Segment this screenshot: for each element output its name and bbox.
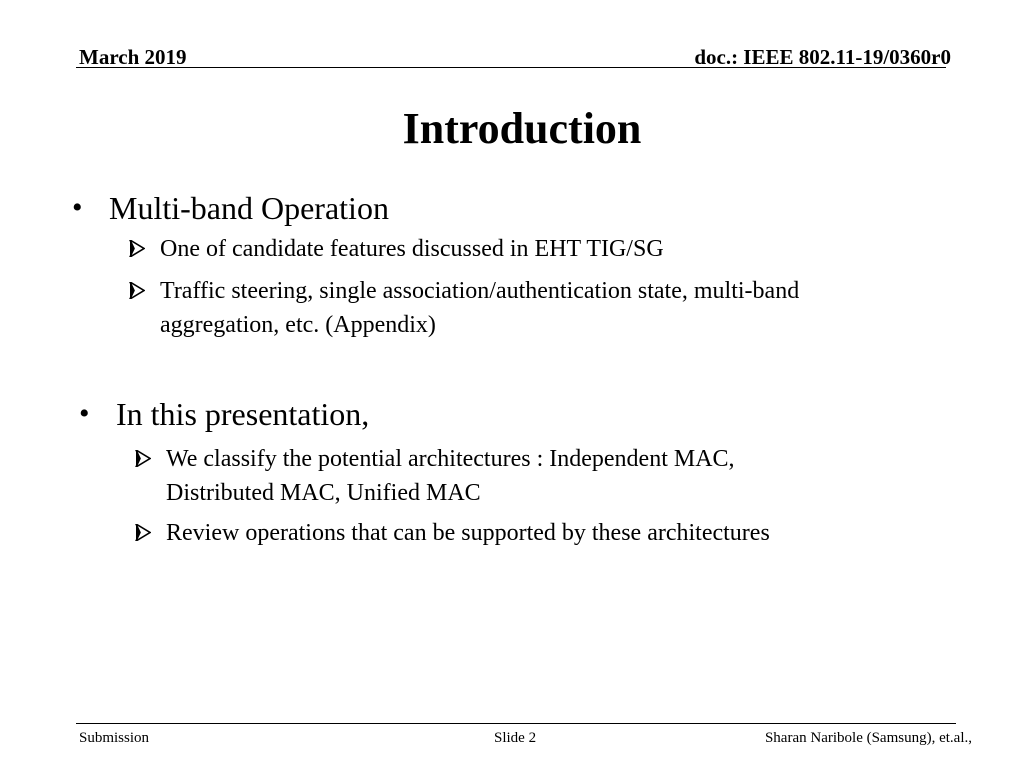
header-date: March 2019: [79, 45, 187, 69]
arrow-bullet-icon: [135, 450, 151, 467]
sub-bullet-text-line1: We classify the potential architectures : Independent MAC,: [166, 446, 735, 472]
bullet-section-presentation: [0, 396, 1024, 550]
arrow-bullet-icon: [135, 524, 151, 541]
sub-bullet-text-line2: Distributed MAC, Unified MAC: [166, 480, 481, 506]
arrow-bullet-icon: [129, 240, 145, 257]
footer-submission: Submission: [79, 730, 150, 746]
bullet-heading-row: [0, 396, 1024, 432]
header-doc-id: doc.: IEEE 802.11-19/0360r0: [694, 45, 951, 69]
sub-bullet-item: [0, 232, 1024, 266]
sub-bullet-text: One of candidate features discussed in EHT TIG/SG: [160, 236, 664, 262]
footer-author: Sharan Naribole (Samsung), et.al.,: [764, 730, 972, 746]
sub-bullet-item: [0, 274, 1024, 342]
bullet-heading: Multi-band Operation: [109, 190, 389, 226]
footer-divider: [76, 723, 956, 724]
bullet-heading-row: [0, 190, 1024, 226]
arrow-bullet-icon: [129, 282, 145, 299]
bullet-section-multiband: [0, 190, 1024, 342]
bullet-dot: •: [72, 191, 83, 224]
slide-title: Introduction: [402, 104, 642, 153]
bullet-heading: In this presentation,: [116, 396, 370, 432]
sub-bullet-item: [0, 442, 1024, 510]
sub-bullet-item: [0, 516, 1024, 550]
sub-bullet-text-line1: Traffic steering, single association/authentication state, multi-band: [160, 278, 800, 304]
bullet-dot: •: [79, 397, 90, 430]
header-divider: [76, 67, 946, 68]
footer-slide-number: Slide 2: [494, 730, 537, 746]
sub-bullet-text: Review operations that can be supported by these architectures: [166, 520, 770, 546]
sub-bullet-text-line2: aggregation, etc. (Appendix): [160, 312, 436, 338]
